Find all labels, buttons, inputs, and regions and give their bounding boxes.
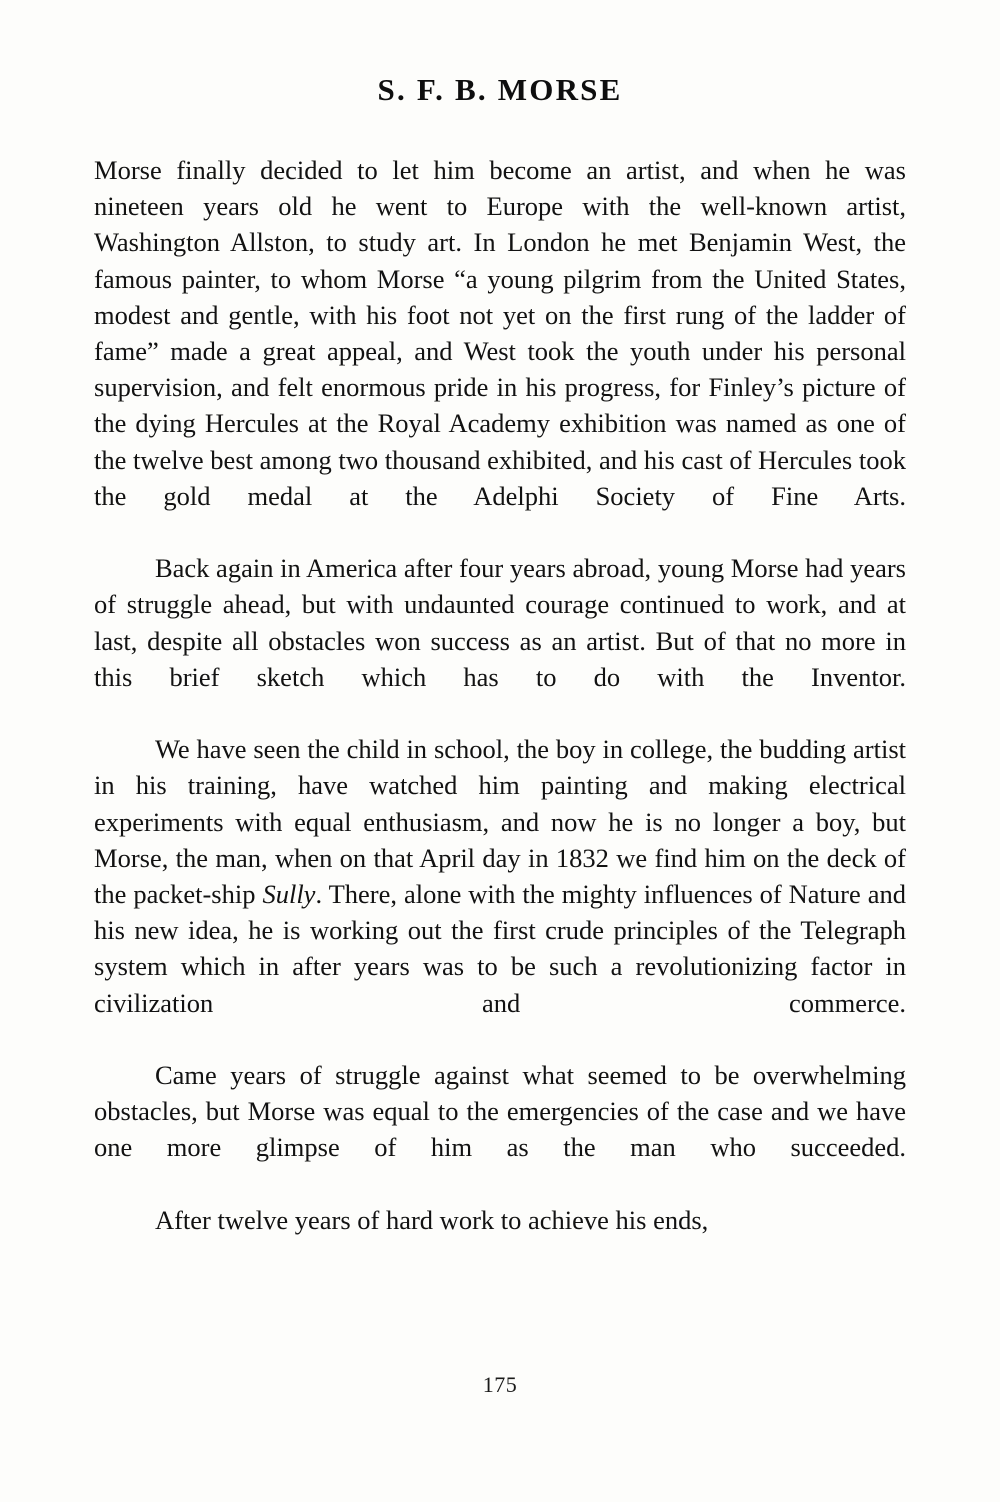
paragraph-4: Came years of struggle against what seemed to be overwhelming obstacles, but Morse was equal to the emergencies of the case and we have one more glimpse of him as the man who succeeded. xyxy=(94,1060,906,1163)
paragraph-3 xyxy=(94,731,906,1057)
running-head: S. F. B. MORSE xyxy=(377,72,623,107)
paragraph-1: Morse finally decided to let him become an artist, and when he was nineteen years old he went to Europe with the well-known artist, Washington Allston, to study art. In London he met Benjamin West, the famous painter, to whom Morse “a young pilgrim from the United States, modest and gentle, with his foot not yet on the first rung of the ladder of fame” made a great appeal, and West took the youth under his personal supervision, and felt enormous pride in his progress, for Finley’s picture of the dying Hercules at the Royal Academy exhibition was named as one of the twelve best among two thousand exhibited, and his cast of Hercules took the gold medal at the Adelphi Society of Fine Arts. xyxy=(94,155,906,511)
paragraph-2: Back again in America after four years abroad, young Morse had years of struggle ahead, but with undaunted courage continued to work, and at last, despite all obstacles won success as an artist. But of that no more in this brief sketch which has to do with the Inventor. xyxy=(94,553,906,692)
paragraph-3-part-1: We have seen the child in school, the boy in college, the budding artist in his training, have watched him painting and making electrical experiments with equal enthusiasm, and now he is no longer a boy, but Morse, the man, when on that April day in 1832 we find him on the deck of the packet-ship xyxy=(94,734,906,910)
page-number: 175 xyxy=(482,1372,518,1397)
ship-name-sully: Sully xyxy=(262,879,316,910)
paragraph-5-catchline: After twelve years of hard work to achieve his ends, xyxy=(154,1204,709,1235)
paragraph-3-part-2: . There, alone with the mighty influences of Nature and his new idea, he is working out the first crude principles of the Telegraph system which in after years was to be such a revolutionizing factor in civilization and commerce. xyxy=(94,879,906,1018)
body-text xyxy=(94,152,906,1238)
